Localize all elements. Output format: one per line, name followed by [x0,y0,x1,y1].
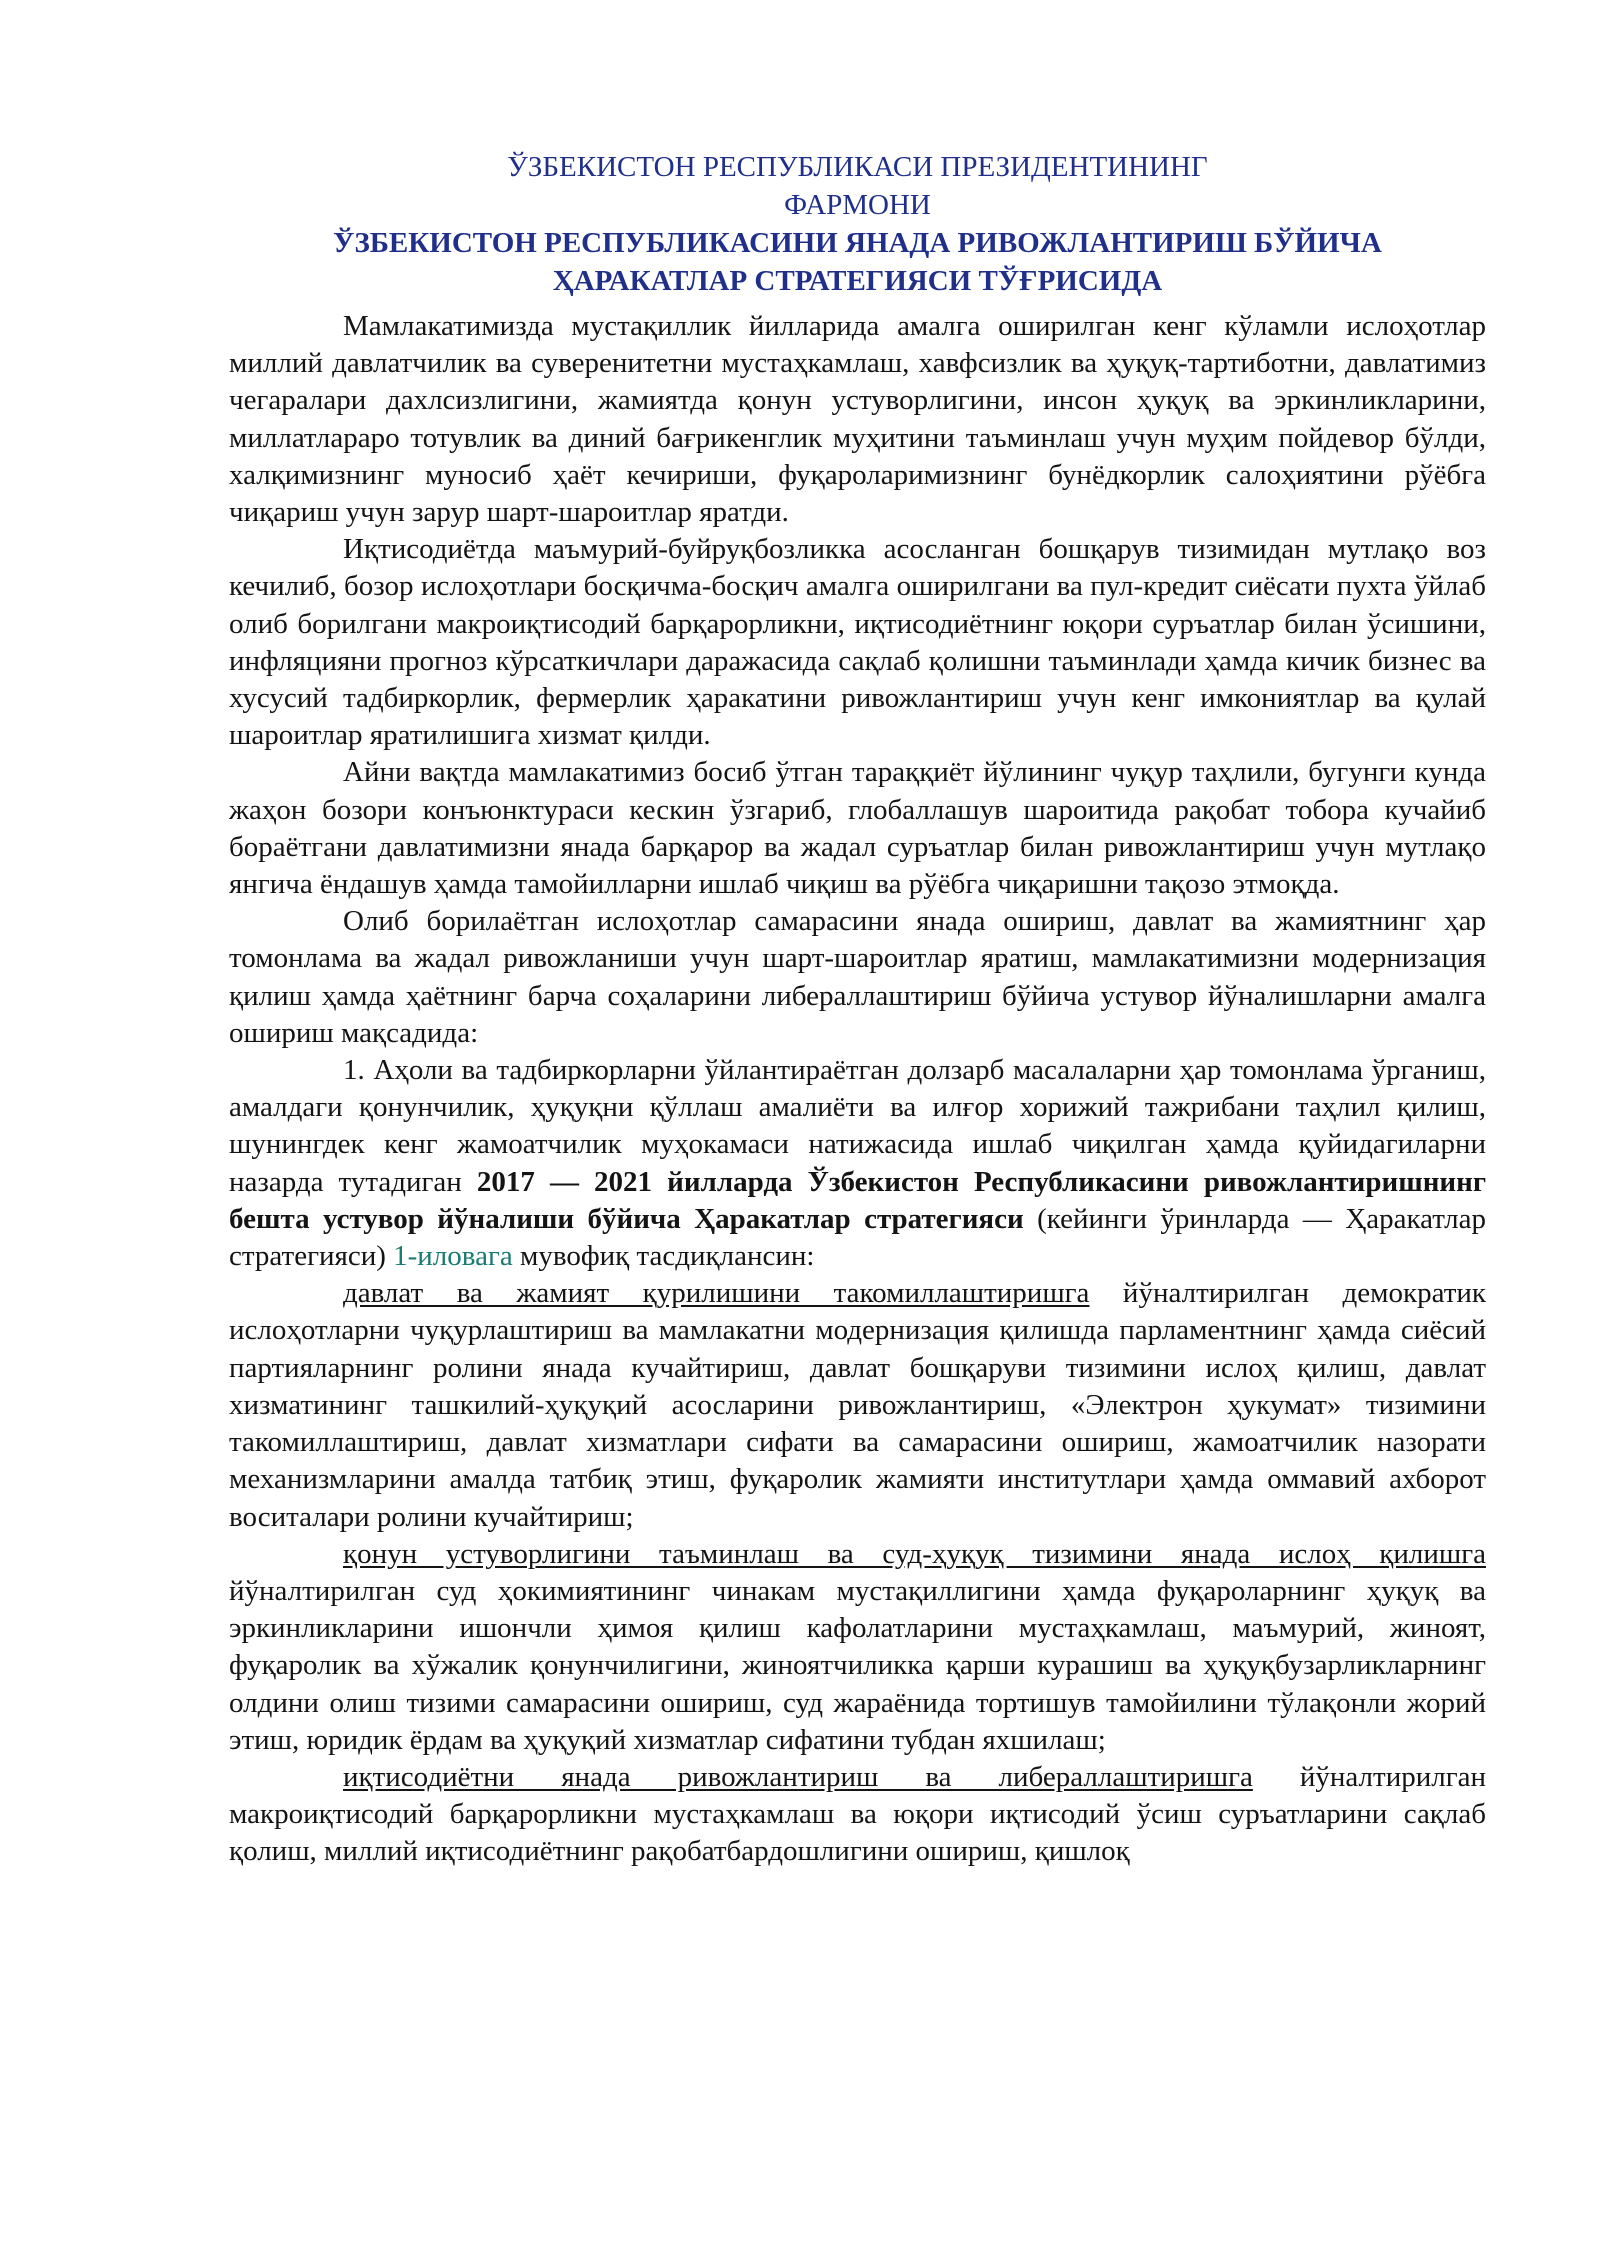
direction-1-underlined: давлат ва жамият қурилишини такомиллаштиришга [343,1277,1090,1310]
paragraph-2: Иқтисодиётда маъмурий-буйруқбозликка асосланган бошқарув тизимидан мутлақо воз кечилиб, бозор ислоҳотлари босқичма-босқич амалга оширилгани ва пул-кредит сиёсати пухта ўйлаб олиб борилгани макроиқтисодий барқарорликни, иқтисодиётнинг юқори суръатлар билан ўсишини, инфляцияни прогноз кўрсаткичлари даражасида сақлаб қолишни таъминлади ҳамда кичик бизнес ва хусусий тадбиркорлик, фермерлик ҳаракатини ривожлантириш учун кенг имкониятлар ва қулай шароитлар яратилишига хизмат қилди. [229,533,1486,752]
paragraph-7 [229,1536,1486,1759]
paragraph-6 [229,1275,1486,1535]
appendix-1-link[interactable]: 1-иловага [393,1240,513,1273]
paragraph-8 [229,1759,1486,1871]
strategy-title-bold: 2017 — 2021 йилларда Ўзбекистон Республикасини ривожлантиришнинг бешта устувор йўналиши бўйича Ҳаракатлар стратегияси [229,1165,1486,1235]
paragraph-3: Айни вақтда мамлакатимиз босиб ўтган тараққиёт йўлининг чуқур таҳлили, бугунги кунда жаҳон бозори конъюнктураси кескин ўзгариб, глобаллашув шароитида рақобат тобора кучайиб бораётгани давлатимизни янада барқарор ва жадал суръатлар билан ривожлантириш учун мутлақо янгича ёндашув ҳамда тамойилларни ишлаб чиқиш ва рўёбга чиқаришни тақозо этмоқда. [229,756,1486,901]
paragraph-4: Олиб борилаётган ислоҳотлар самарасини янада ошириш, давлат ва жамиятнинг ҳар томонлама ва жадал ривожланиши учун шарт-шароитлар яратиш, мамлакатимизни модернизация қилиш ҳамда ҳаётнинг барча соҳаларини либераллаштириш бўйича устувор йўналишларни амалга ошириш мақсадида: [229,905,1486,1049]
paragraph-1: Мамлакатимизда мустақиллик йилларида амалга оширилган кенг кўламли ислоҳотлар миллий давлатчилик ва суверенитетни мустаҳкамлаш, хавфсизлик ва ҳуқуқ-тартиботни, давлатимиз чегаралари дахлсизлигини, жамиятда қонун устуворлигини, инсон ҳуқуқ ва эркинликларини, миллатлараро тотувлик ва диний бағрикенглик муҳитини таъминлаш учун муҳим пойдевор бўлди, халқимизнинг муносиб ҳаёт кечириши, фуқароларимизнинг бунёдкорлик салоҳиятини рўёбга чиқариш учун зарур шарт-шароитлар яратди. [229,310,1486,529]
direction-2-underlined: қонун устуворлигини таъминлаш ва суд-ҳуқуқ тизимини янада ислоҳ қилишга [343,1537,1486,1570]
paragraph-5-text-b: (кейинги ўринларда — Ҳаракатлар стратегияси) [229,1202,1487,1273]
issuer-line: ЎЗБЕКИСТОН РЕСПУБЛИКАСИ ПРЕЗИДЕНТИНИНГ [507,151,1208,183]
paragraph-6-text: йўналтирилган демократик ислоҳотларни чуқурлаштириш ва мамлакатни модернизация қилишда парламентнинг ҳамда сиёсий партияларнинг ролини янада кучайтириш, давлат бошқаруви тизимини ислоҳ қилиш, давлат хизматининг ташкилий-ҳуқуқий асосларини ривожлантириш, «Электрон ҳукумат» тизимини такомиллаштириш, давлат хизматлари сифати ва самарасини ошириш, жамоатчилик назорати механизмларини амалда татбиқ этиш, фуқаролик жамияти институтлари ҳамда оммавий ахборот воситалари ролини кучайтириш; [229,1277,1486,1533]
paragraph-5-text-c: мувофиқ тасдиқлансин: [512,1240,815,1273]
paragraph-7-text: йўналтирилган суд ҳокимиятининг чинакам мустақиллигини ҳамда фуқароларнинг ҳуқуқ ва эркинликларини ишончли ҳимоя қилиш кафолатларини мустаҳкамлаш, маъмурий, жиноят, фуқаролик ва хўжалик қонунчилигини, жиноятчиликка қарши курашиш ва ҳуқуқбузарликларнинг олдини олиш тизими самарасини ошириш, суд жараёнида тортишув тамойилини тўлақонли жорий этиш, юридик ёрдам ва ҳуқуқий хизматлар сифатини тубдан яхшилаш; [229,1574,1486,1756]
document-title-line-1: ЎЗБЕКИСТОН РЕСПУБЛИКАСИНИ ЯНАДА РИВОЖЛАНТИРИШ БЎЙИЧА [333,227,1382,259]
paragraph-5 [229,1052,1486,1275]
paragraph-8-text: йўналтирилган макроиқтисодий барқарорликни мустаҳкамлаш ва юқори иқтисодий ўсиш суръатларини сақлаб қолиш, миллий иқтисодиётнинг рақобатбардошлигини ошириш, қишлоқ [229,1760,1487,1868]
direction-3-underlined: иқтисодиётни янада ривожлантириш ва либераллаштиришга [343,1760,1253,1793]
document-type-line: ФАРМОНИ [784,189,931,221]
document-content [229,148,1486,1871]
document-title-line-2: ҲАРАКАТЛАР СТРАТЕГИЯСИ ТЎҒРИСИДА [552,265,1163,297]
paragraph-5-text-a: 1. Аҳоли ва тадбиркорларни ўйлантираётган долзарб масалаларни ҳар томонлама ўрганиш, амалдаги қонунчилик, ҳуқуқни қўллаш амалиёти ва илғор хорижий тажрибани таҳлил қилиш, шунингдек кенг жамоатчилик муҳокамаси натижасида ишлаб чиқилган ҳамда қуйидагиларни назарда тутадиган [229,1054,1486,1198]
